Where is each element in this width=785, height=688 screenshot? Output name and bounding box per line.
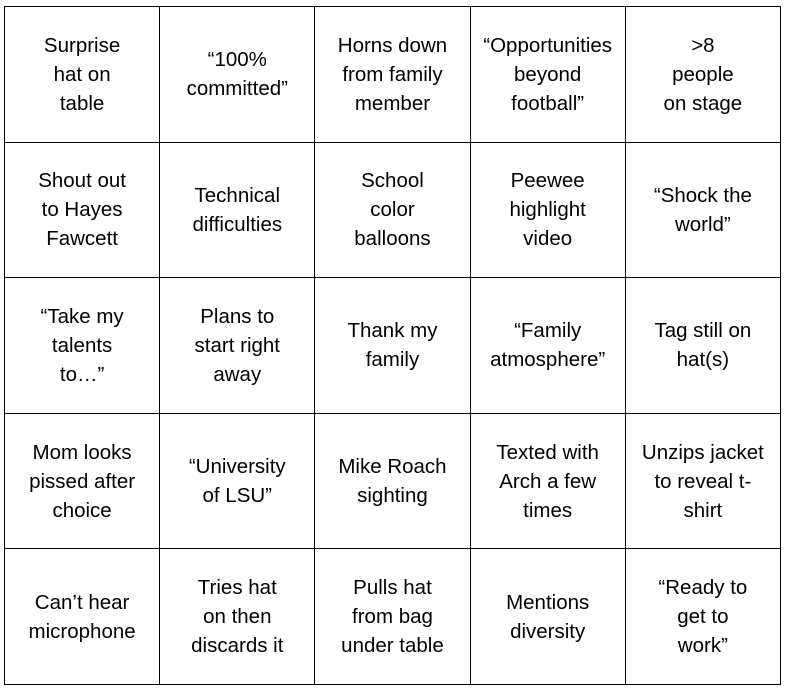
bingo-cell <box>315 278 470 414</box>
cell-label: Horns down from family member <box>337 33 448 115</box>
bingo-cell <box>315 413 470 549</box>
cell-label: “University of LSU” <box>188 455 286 508</box>
bingo-card <box>4 6 781 685</box>
bingo-cell <box>160 142 315 278</box>
cell-label: Mom looks pissed after choice <box>29 440 136 522</box>
bingo-cell <box>625 142 780 278</box>
bingo-row-2 <box>5 142 781 278</box>
bingo-cell <box>625 413 780 549</box>
bingo-cell <box>625 549 780 685</box>
bingo-cell <box>625 278 780 414</box>
cell-label: Thank my family <box>347 319 438 372</box>
bingo-cell <box>160 549 315 685</box>
cell-label: School color balloons <box>354 169 431 251</box>
cell-label: Tries hat on then discards it <box>191 576 284 658</box>
bingo-cell <box>470 142 625 278</box>
bingo-row-4 <box>5 413 781 549</box>
cell-label: Can’t hear microphone <box>28 590 136 643</box>
bingo-cell <box>5 413 160 549</box>
cell-label: Tag still on hat(s) <box>654 319 752 372</box>
cell-label: Technical difficulties <box>192 183 283 236</box>
bingo-cell <box>625 7 780 143</box>
bingo-row-1 <box>5 7 781 143</box>
cell-label: Mentions diversity <box>506 590 590 643</box>
bingo-cell <box>5 549 160 685</box>
bingo-row-5 <box>5 549 781 685</box>
cell-label: Surprise hat on table <box>43 33 121 115</box>
cell-label: “Ready to get to work” <box>658 576 748 658</box>
bingo-cell <box>315 7 470 143</box>
cell-label: “Opportunities beyond football” <box>483 33 613 115</box>
bingo-row-3 <box>5 278 781 414</box>
bingo-cell <box>5 7 160 143</box>
cell-label: Texted with Arch a few times <box>496 440 599 522</box>
cell-label: Plans to start right away <box>194 304 280 386</box>
bingo-cell <box>470 549 625 685</box>
cell-label: Unzips jacket to reveal t- shirt <box>641 440 764 522</box>
bingo-cell <box>470 278 625 414</box>
bingo-cell <box>160 413 315 549</box>
cell-label: “100% committed” <box>186 48 288 101</box>
cell-label: Mike Roach sighting <box>338 455 447 508</box>
bingo-cell <box>315 549 470 685</box>
cell-label: Shout out to Hayes Fawcett <box>38 169 126 251</box>
cell-label: >8 people on stage <box>663 33 743 115</box>
bingo-cell <box>160 7 315 143</box>
bingo-cell <box>315 142 470 278</box>
cell-label: “Shock the world” <box>653 183 752 236</box>
cell-label: “Family atmosphere” <box>490 319 606 372</box>
bingo-cell <box>160 278 315 414</box>
bingo-cell <box>5 142 160 278</box>
bingo-cell <box>5 278 160 414</box>
bingo-cell <box>470 413 625 549</box>
cell-label: Pulls hat from bag under table <box>341 576 444 658</box>
bingo-cell <box>470 7 625 143</box>
cell-label: Peewee highlight video <box>509 169 586 251</box>
cell-label: “Take my talents to…” <box>40 304 124 386</box>
